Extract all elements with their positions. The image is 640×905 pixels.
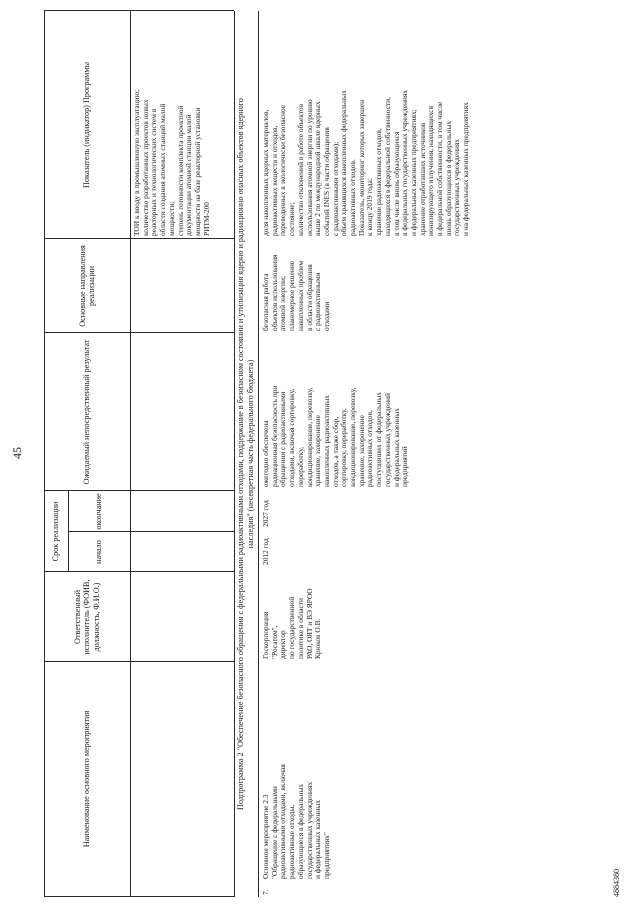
header-indicator: Показатель (индикатор) Программы — [82, 61, 92, 189]
row-responsible: Госкорпорация "Росатом", директор по государственной политике в области РАО, ОЯТ и ВЭ ЯРОО Крюков О.В. — [261, 588, 323, 659]
document-code: 4884380 — [612, 869, 621, 897]
col-divider — [44, 490, 234, 491]
col-divider — [68, 531, 234, 532]
row-directions: безопасная работа объектов использования атомной энергии; планомерное решение накопленных проблем в области обращения с радиоактивными отходами — [261, 254, 331, 331]
header-end: окончание — [94, 493, 104, 530]
row-result: ежегодно обеспечена радиационная безопасность при обращении с радиоактивными отходами, включая сортировку, переработку, кондиционирование, перевозку, хранение, захоронение накопленных радиоактивных отходов, а также сбор, сортировку, переработку, кондиционирование, перевозку, хранение, захоронение радиоактивных отходов, поступивших от федеральных государственных учреждений и федеральных казенных предприятий — [261, 385, 410, 487]
top-row-indicator: ТОИ к вводу в промышленную эксплуатацию; количество разработанных проектов новых реакторных и технологических систем в области создания атомных станций малой мощности; степень готовности комплекта проектной документации атомной станции малой мощности на базе реакторной установки РИТМ-200 — [132, 89, 211, 236]
table-left-border — [44, 896, 234, 897]
header-period: Срок реализации — [51, 501, 61, 562]
page-number: 45 — [10, 447, 24, 459]
col-divider — [44, 332, 234, 333]
period-subheader-border — [68, 491, 69, 572]
col-divider — [44, 661, 234, 662]
col-divider — [44, 571, 234, 572]
subprogram-bottom-border — [258, 11, 259, 897]
row-start: 2012 год — [261, 538, 270, 565]
col-divider — [44, 238, 234, 239]
row-name: Основное мероприятие 2.3 "Обращение с федеральными радиоактивными отходами, включая радиоактивные отходы, образующиеся в федеральных государственных учреждениях и федеральных казенных предприятиях" — [261, 764, 331, 879]
table-right-border — [44, 10, 234, 11]
row-end: 2027 год — [261, 500, 270, 527]
header-bottom-border — [130, 11, 131, 897]
row-indicator: доля накопленных ядерных материалов, радиоактивных веществ и отходов, переведенных в экологически безопасное состояние; количество отклонений в работе объектов использования атомной энергии по уровню выше 2 по международной шкале ядерных событий INES (в части обращения с радиоактивными отходами); объем хранящихся накопленных федеральных радиоактивных отходов. Показатель, мониторинг которых завершен к концу 2019 года: хранение радиоактивных отходов, находящихся в федеральной собственности, в том числе вновь образующихся в федеральных государственных учреждениях и федеральных казенных предприятиях; хранение отработавших источников ионизирующего излучения, находящихся в федеральной собственности, в том числе вновь образующихся в федеральных государственных учреждениях и на федеральных казенных предприятиях — [261, 90, 471, 236]
subprogram-top-border — [234, 11, 235, 897]
header-responsible: Ответственный исполнитель (ФОИВ, должность, Ф.И.О.) — [72, 579, 101, 655]
header-start: начало — [94, 540, 104, 564]
header-result: Ожидаемый непосредственный результат — [82, 339, 92, 485]
row-number: 7. — [261, 889, 270, 895]
header-directions-visible: Основные направления реализации — [77, 245, 96, 327]
header-name: Наименование основного мероприятия — [82, 710, 92, 848]
table-top-border — [44, 11, 45, 897]
subprogram-title: Подпрограмма 2 "Обеспечение безопасного обращения с федеральными радиоактивными отходами, поддержание в безопасном состоянии и утилизация ядерно и радиационно опасных объектов ядерного наследия" (несекретная часть федерального бюджета) — [236, 98, 255, 811]
